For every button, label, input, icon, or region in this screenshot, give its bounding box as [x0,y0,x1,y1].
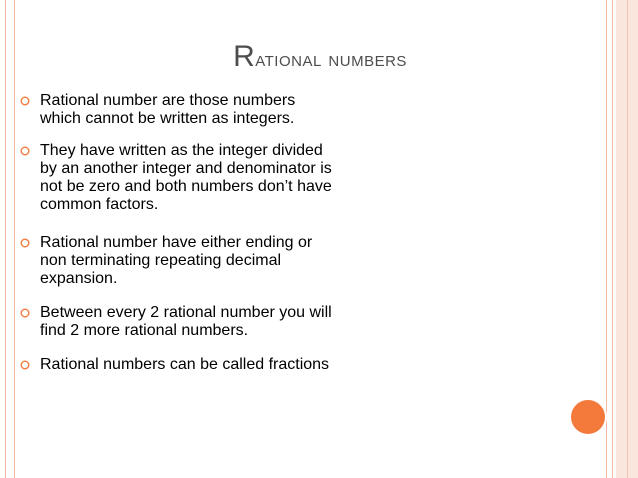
bullet-item [20,304,340,340]
bullet-item [20,92,340,128]
bullet-item [20,356,340,374]
circle-bullet-icon [20,238,30,248]
orange-circle-decoration [569,398,607,436]
bullet-text: Between every 2 rational number you will find 2 more rational numbers. [40,304,332,339]
circle-bullet-icon [20,146,30,156]
circle-bullet-icon [20,96,30,106]
circle-bullet-icon [20,360,30,370]
bullet-text: Rational number are those numbers which cannot be written as integers. [40,92,296,127]
right-border-line [612,0,613,478]
bullet-text: They have written as the integer divided by an another integer and denominator is not be zero and both numbers don’t have common factors. [40,142,332,213]
bullet-text: Rational number have either ending or non terminating repeating decimal expansion. [40,234,313,287]
left-border-line [14,0,15,478]
slide-title [60,40,580,74]
left-border-line [5,0,6,478]
bullet-text: Rational numbers can be called fractions [40,356,330,373]
circle-bullet-icon [20,308,30,318]
right-band-line [627,0,628,478]
bullet-item [20,234,340,288]
title-first-letter: R [233,40,256,73]
title-rest: ational numbers [255,46,407,71]
right-border-line [606,0,607,478]
bullet-list [20,92,340,374]
bullet-item [20,142,340,214]
